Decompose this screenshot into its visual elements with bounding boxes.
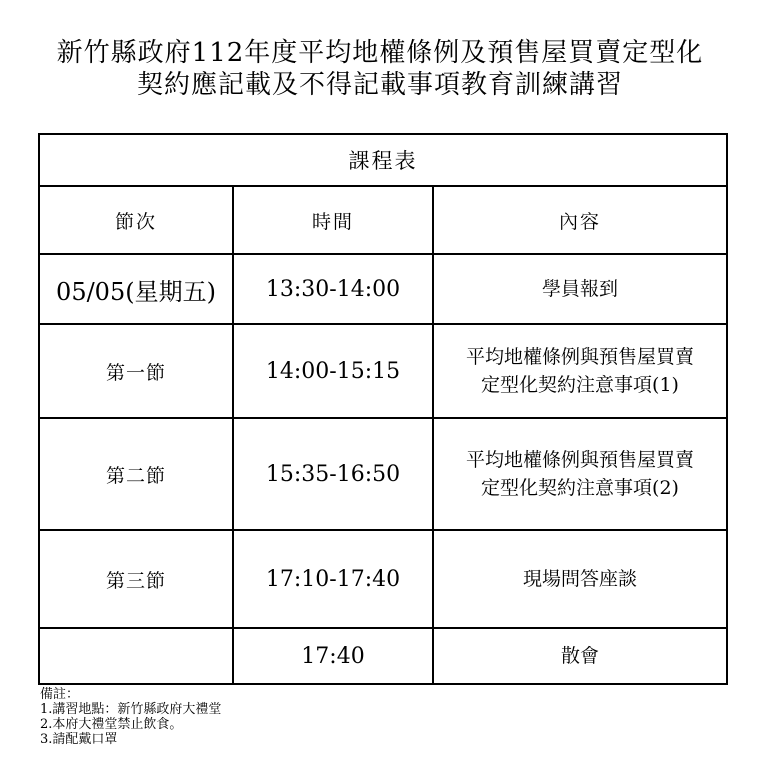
cell-content (433, 418, 727, 530)
cell-session (39, 628, 233, 684)
notes-heading: 備註： (40, 687, 80, 702)
schedule-table (38, 133, 728, 685)
cell-content (433, 530, 727, 628)
table-caption-row (39, 134, 727, 186)
header-time: 時間 (233, 186, 433, 254)
cell-session: 第一節 (39, 324, 233, 418)
header-session: 節次 (39, 186, 233, 254)
table-row (39, 254, 727, 324)
note-item: 3.請配戴口罩 (40, 732, 118, 747)
cell-time: 13:30-14:00 (233, 254, 433, 324)
cell-session: 第三節 (39, 530, 233, 628)
cell-content-line-1: 平均地權條例與預售屋買賣 (466, 449, 695, 471)
cell-content (433, 324, 727, 418)
note-item: 2.本府大禮堂禁止飲食。 (40, 717, 183, 732)
cell-session: 第二節 (39, 418, 233, 530)
cell-content (433, 254, 727, 324)
header-content: 內容 (433, 186, 727, 254)
document-title-line-2: 契約應記載及不得記載事項教育訓練講習 (136, 70, 623, 100)
cell-content-line-1: 散會 (561, 645, 600, 667)
cell-time: 17:10-17:40 (233, 530, 433, 628)
table-header-row (39, 186, 727, 254)
note-item: 1.講習地點：新竹縣政府大禮堂 (40, 702, 222, 717)
cell-time: 14:00-15:15 (233, 324, 433, 418)
table-caption: 課程表 (39, 134, 727, 186)
table-row (39, 324, 727, 418)
cell-content-line-2: 定型化契約注意事項(1) (481, 374, 679, 396)
cell-session: 05/05(星期五) (39, 254, 233, 324)
cell-time: 17:40 (233, 628, 433, 684)
table-row (39, 530, 727, 628)
cell-content-line-1: 現場問答座談 (523, 568, 638, 590)
cell-content-line-2: 定型化契約注意事項(2) (481, 477, 679, 499)
notes-section (40, 687, 221, 747)
table-row (39, 418, 727, 530)
table-row (39, 628, 727, 684)
cell-content (433, 628, 727, 684)
cell-content-line-1: 學員報到 (542, 278, 619, 300)
cell-time: 15:35-16:50 (233, 418, 433, 530)
cell-content-line-1: 平均地權條例與預售屋買賣 (466, 346, 695, 368)
document-title-line-1: 新竹縣政府112年度平均地權條例及預售屋買賣定型化 (56, 38, 704, 68)
